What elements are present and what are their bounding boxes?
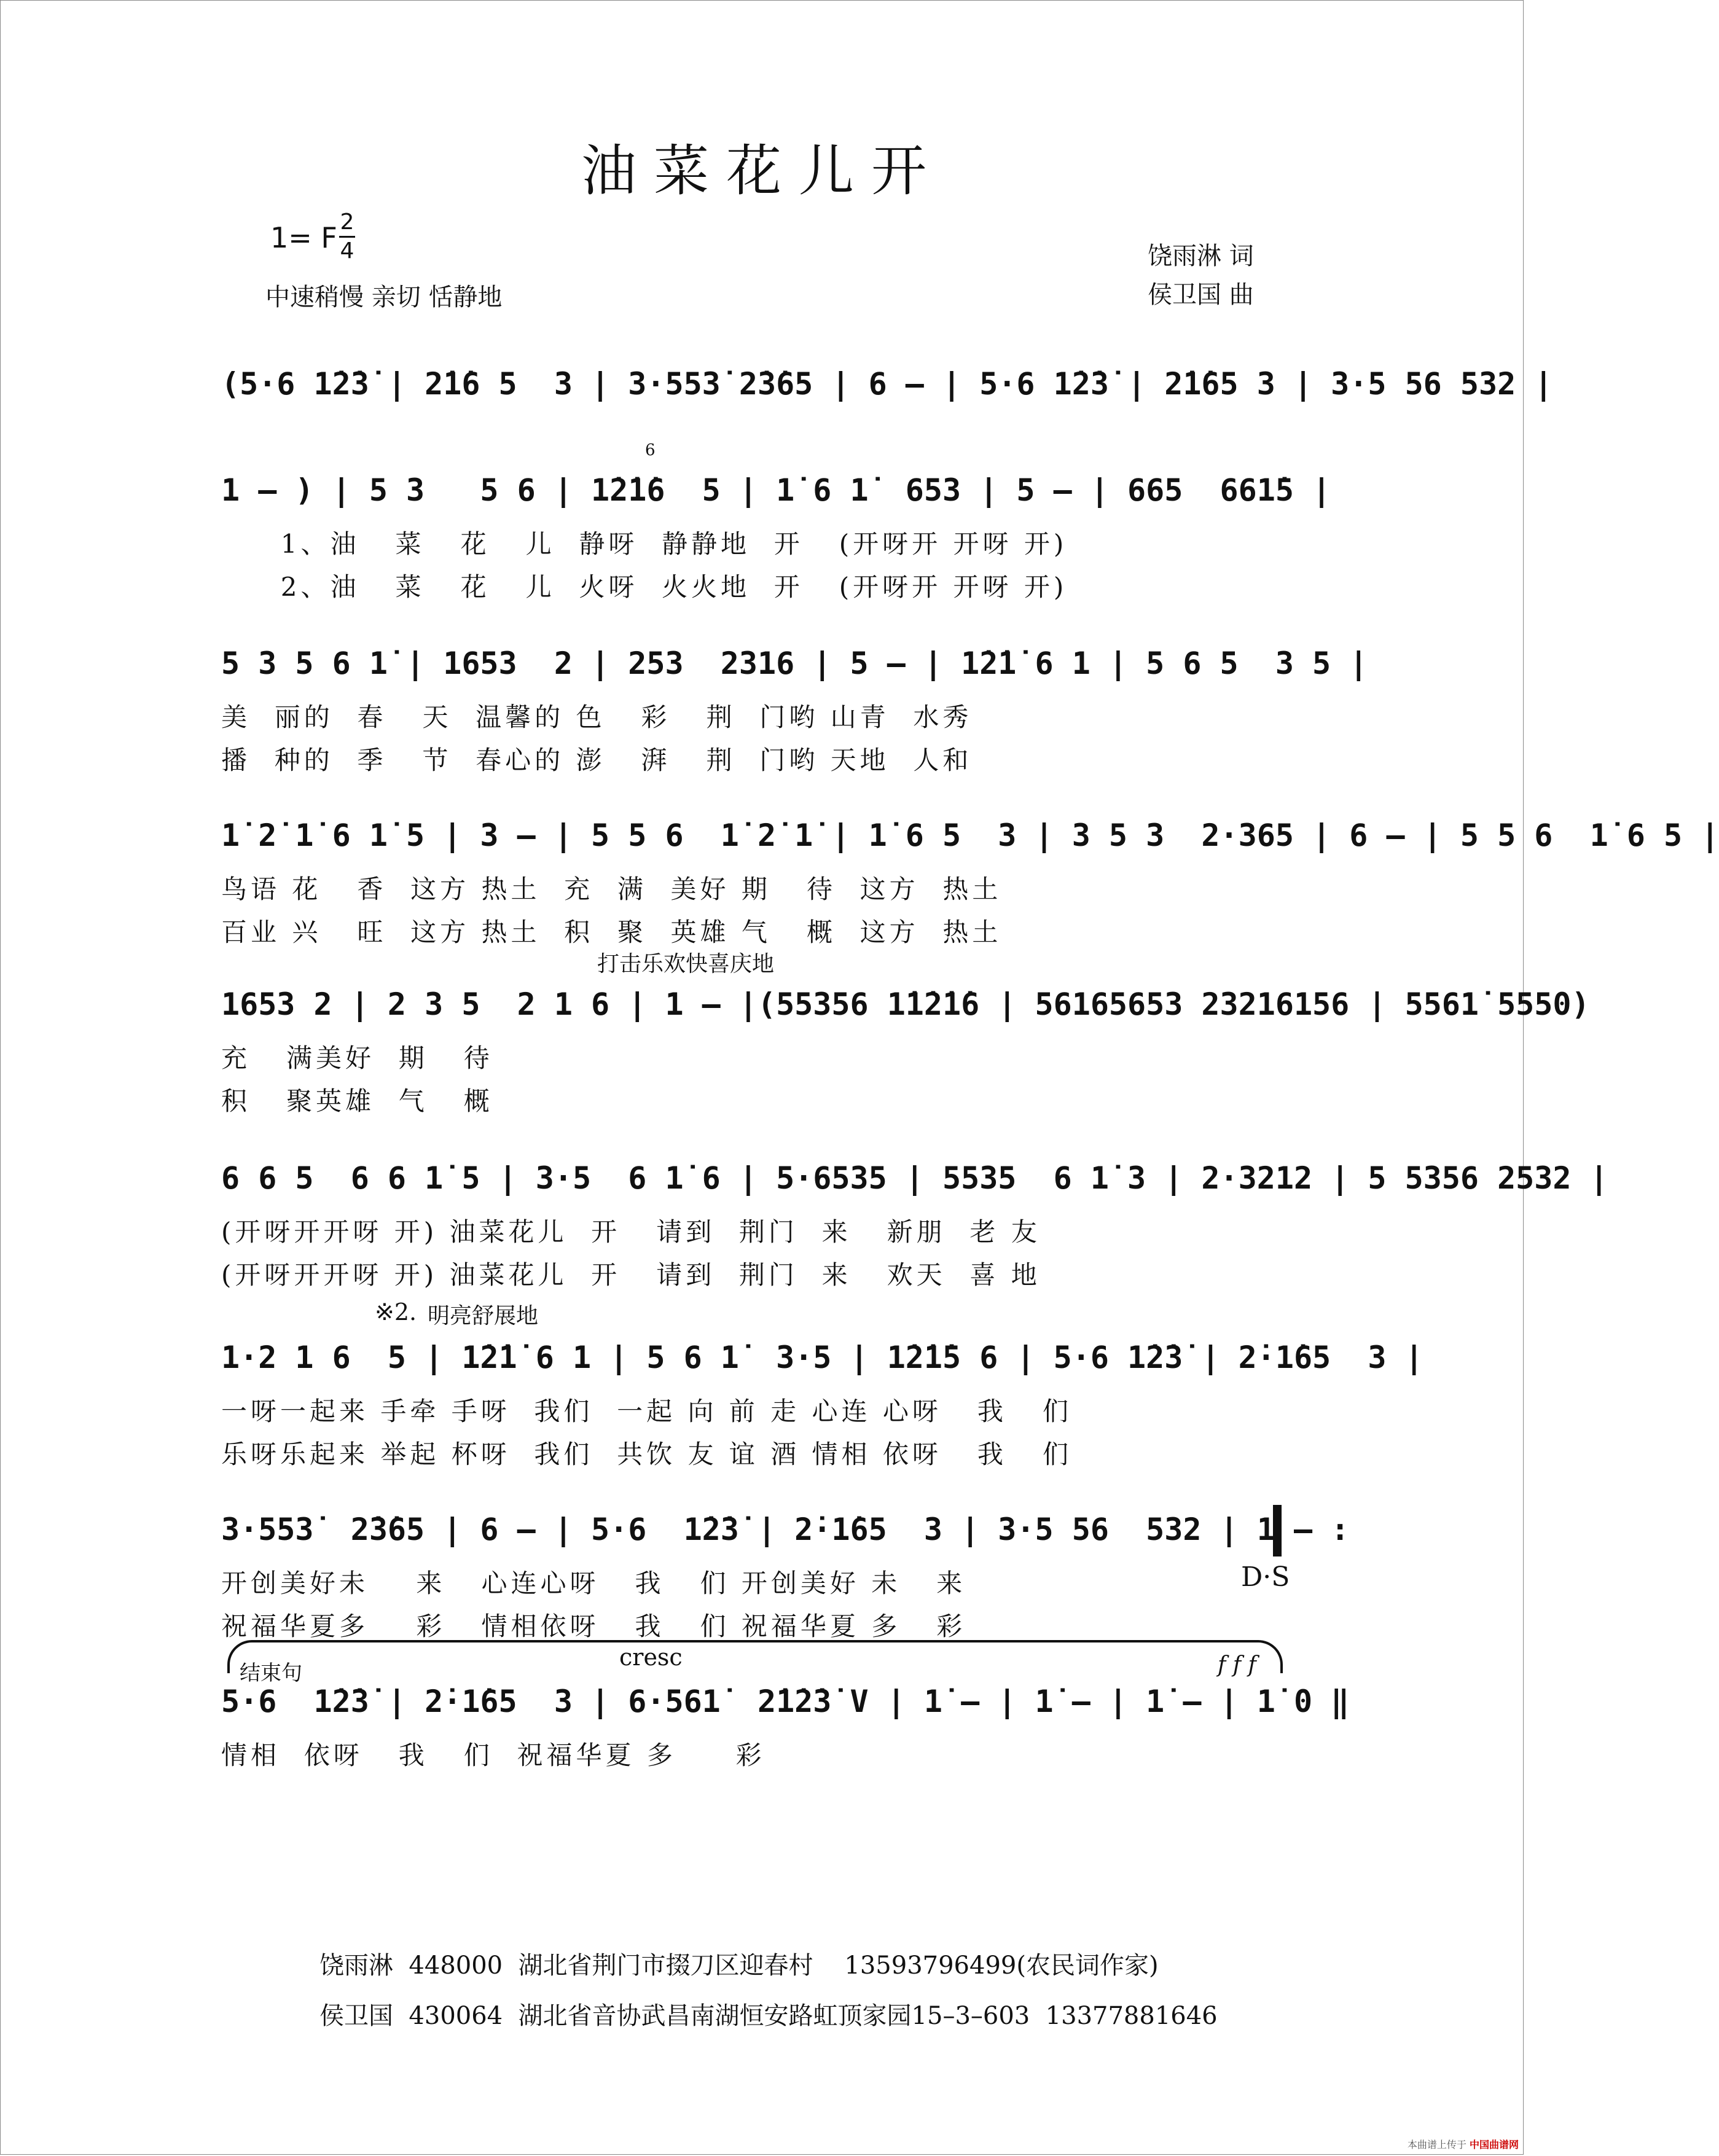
score-system-8 <box>221 1499 1350 1646</box>
notation-line: 1̇ 2̇ 1̇ 6 1̇ 5 | 3 – | 5 5 6 1̇ 2̇ 1̇ | 1̇ 6 5 3 | 3 5 3 2·365 | 6 – | 5 5 6 1̇ 6 5 | <box>221 818 1719 853</box>
lyricist-credit: 饶雨淋 词 <box>1148 242 1254 270</box>
fff-marking: f f f <box>1218 1652 1256 1678</box>
tempo-marking: 中速稍慢 亲切 恬静地 <box>265 283 503 311</box>
score-system-7 <box>221 1299 1423 1474</box>
repeat-barline <box>1273 1505 1282 1556</box>
notation-line: 1 – ) | 5 3 5 6 | 1̇2̇1̇6 5 | 1̇ 6 1̇ 653 | 5 – | 665 661̇5 | <box>221 472 1331 508</box>
song-title: 油菜花儿开 <box>581 139 944 203</box>
grace-note: 6 <box>645 441 656 459</box>
lyric-verse-1: 充 满美好 期 待 <box>221 1043 493 1073</box>
lyric-verse-1: (开呀开开呀 开) 油菜花儿 开 请到 荆门 来 新朋 老 友 <box>221 1217 1041 1247</box>
meter-bottom: 4 <box>340 238 354 264</box>
segno-ending-marking: ※2. <box>375 1299 417 1326</box>
lyric-verse-1: 开创美好未 来 心连心呀 我 们 开创美好 未 来 <box>221 1568 966 1598</box>
lyric-verse-2: 乐呀乐起来 举起 杯呀 我们 共饮 友 谊 酒 情相 依呀 我 们 <box>221 1439 1072 1469</box>
lyric-verse-2: 百业 兴 旺 这方 热土 积 聚 英雄 气 概 这方 热土 <box>221 917 1002 947</box>
percussion-marking: 打击乐欢快喜庆地 <box>597 951 775 977</box>
meter-divider <box>339 236 355 238</box>
score-system-2 <box>221 441 1331 607</box>
notation-line: 6 6 5 6 6 1̇ 5 | 3·5 6 1̇ 6 | 5·6535 | 5535 6 1̇ 3 | 2·3212 | 5 5356 2532 | <box>221 1160 1608 1196</box>
score-system-6 <box>221 1147 1608 1295</box>
lyricist-contact: 饶雨淋 448000 湖北省荆门市掇刀区迎春村 13593796499(农民词作家) <box>319 1951 1159 1980</box>
lyric-line: 情相 依呀 我 们 祝福华夏 多 彩 <box>221 1740 766 1770</box>
notation-line: 3·553̇ 2̇3̇65 | 6 – | 5·6 1̇2̇3̇ | 2̇·1̇65 3 | 3·5 56 532 | 1 – : <box>221 1512 1350 1547</box>
score-system-5 <box>221 951 1590 1121</box>
watermark-logo: 中国曲谱网 <box>1469 2139 1519 2150</box>
lyric-verse-2: (开呀开开呀 开) 油菜花儿 开 请到 荆门 来 欢天 喜 地 <box>221 1260 1041 1290</box>
coda-label: 结束句 <box>240 1661 302 1685</box>
lyric-verse-2: 2、油 菜 花 儿 火呀 火火地 开 (开呀开 开呀 开) <box>221 572 1068 602</box>
lyric-verse-2: 祝福华夏多 彩 情相依呀 我 们 祝福华夏 多 彩 <box>221 1611 966 1641</box>
notation-line: 5·6 1̇2̇3̇ | 2̇·1̇65 3 | 6·561̇ 2̇1̇2̇3̇ V | 1̇ – | 1̇ – | 1̇ – | 1̇ 0 ‖ <box>221 1684 1350 1719</box>
dal-segno-marking: D·S <box>1241 1561 1290 1593</box>
cresc-marking: cresc <box>619 1644 683 1671</box>
notation-line: 1653 2 | 2 3 5 2 1 6 | 1 – |(55356 1̇1̇2̇1̇6 | 56165653 23216156 | 5561̇ 5550) <box>221 986 1590 1022</box>
score-system-9 <box>221 1644 1350 1775</box>
lyric-verse-1: 美 丽的 春 天 温馨的 色 彩 荆 门哟 山青 水秀 <box>221 702 973 732</box>
score-system-4 <box>221 805 1719 952</box>
key-signature: 1= F <box>270 221 337 254</box>
score-system-1 <box>221 353 1553 415</box>
watermark-text: 本曲谱上传于 <box>1407 2139 1466 2150</box>
composer-contact: 侯卫国 430064 湖北省音协武昌南湖恒安路虹顶家园15–3–603 13377881646 <box>319 2002 1218 2030</box>
lyric-verse-1: 一呀一起来 手牵 手呀 我们 一起 向 前 走 心连 心呀 我 们 <box>221 1396 1072 1426</box>
site-watermark <box>1408 2137 1519 2151</box>
bright-marking: 明亮舒展地 <box>428 1303 539 1329</box>
lyric-verse-2: 播 种的 季 节 春心的 澎 湃 荆 门哟 天地 人和 <box>221 745 973 775</box>
composer-credit: 侯卫国 曲 <box>1148 281 1254 309</box>
notation-line: (5·6 1̇2̇3̇ | 2̇1̇6 5 3 | 3·553̇ 2̇3̇65 | 6 – | 5·6 1̇2̇3̇ | 2̇1̇65 3 | 3·5 56 532 | <box>221 366 1553 402</box>
notation-line: 1·2 1 6 5 | 1̇2̇1̇ 6 1 | 5 6 1̇ 3·5 | 1̇2̇1̇5 6 | 5·6 1̇2̇3̇ | 2̇·1̇65 3 | <box>221 1340 1423 1375</box>
lyric-verse-2: 积 聚英雄 气 概 <box>221 1086 493 1116</box>
lyric-verse-1: 鸟语 花 香 这方 热土 充 满 美好 期 待 这方 热土 <box>221 874 1002 904</box>
score-system-3 <box>221 633 1368 780</box>
lyric-verse-1: 1、油 菜 花 儿 静呀 静静地 开 (开呀开 开呀 开) <box>221 529 1068 559</box>
time-signature <box>339 210 355 264</box>
notation-line: 5 3 5 6 1̇ | 1653 2 | 253 2316 | 5 – | 1̇2̇1̇ 6 1 | 5 6 5 3 5 | <box>221 646 1368 681</box>
coda-bracket <box>227 1640 1283 1673</box>
meter-top: 2 <box>340 209 354 235</box>
